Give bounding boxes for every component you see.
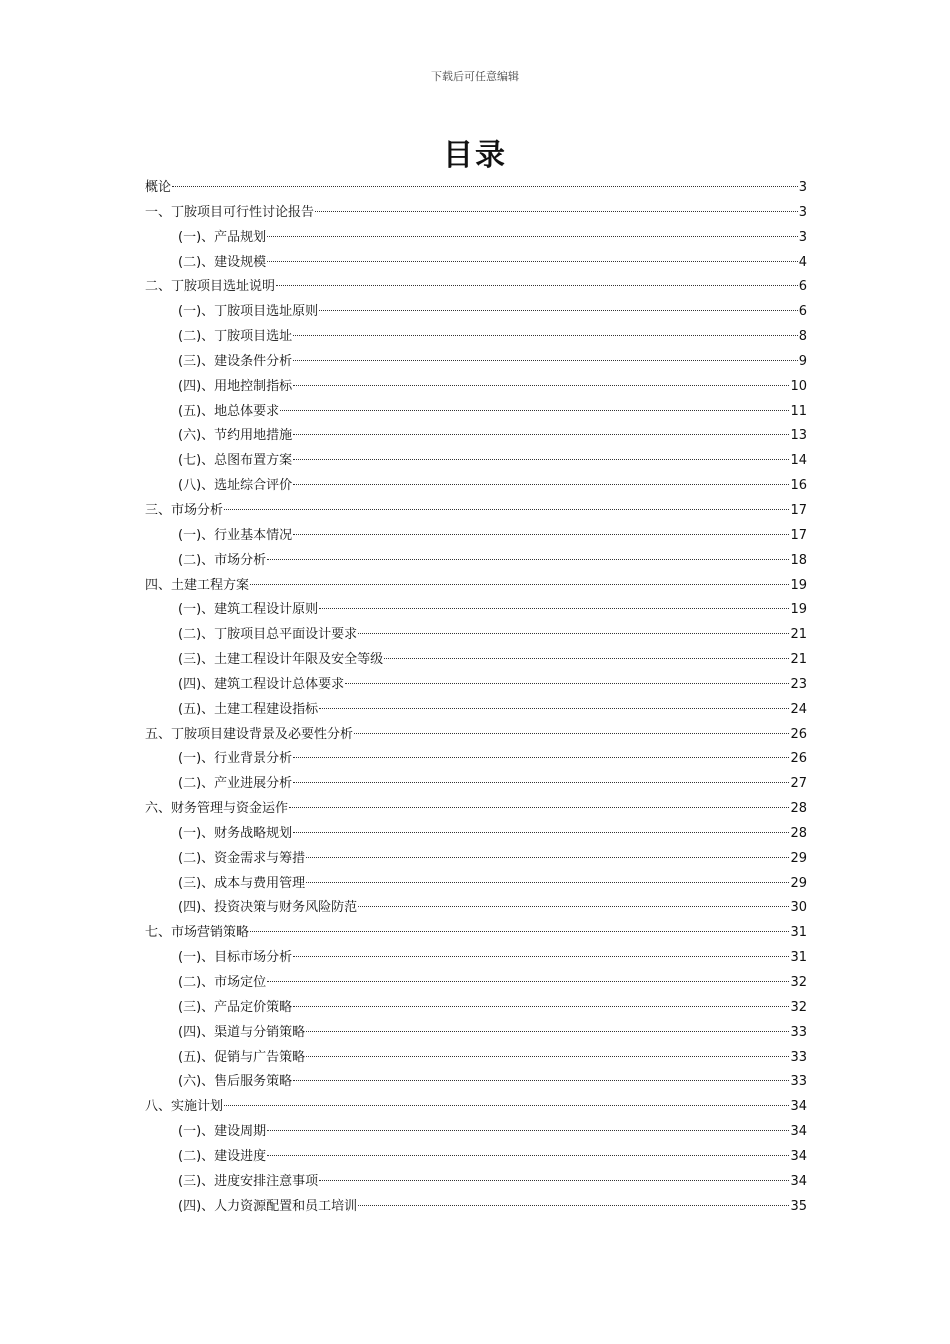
toc-entry-title: (一)、建筑工程设计原则	[178, 602, 319, 618]
toc-entry-title: (二)、市场分析	[178, 552, 267, 568]
dot-leader	[293, 534, 789, 535]
toc-entry-page: 32	[790, 999, 807, 1015]
dot-leader	[319, 1180, 789, 1181]
toc-entry[interactable]	[145, 921, 807, 946]
dot-leader	[172, 186, 798, 187]
dot-leader	[293, 1006, 789, 1007]
toc-entry-page: 29	[790, 850, 807, 866]
dot-leader	[293, 484, 789, 485]
dot-leader	[267, 559, 789, 560]
toc-entry-page: 31	[790, 925, 807, 941]
dot-leader	[276, 285, 798, 286]
dot-leader	[358, 633, 789, 634]
toc-entry-page: 14	[790, 453, 807, 469]
toc-entry[interactable]	[145, 772, 807, 797]
dot-leader	[267, 981, 789, 982]
dot-leader	[289, 807, 789, 808]
toc-entry-page: 6	[798, 304, 807, 320]
toc-entry[interactable]	[145, 499, 807, 524]
toc-entry-page: 3	[798, 180, 807, 195]
toc-entry[interactable]	[145, 896, 807, 921]
toc-entry-title: (四)、渠道与分销策略	[178, 1024, 306, 1040]
toc-entry-title: (七)、总图布置方案	[178, 453, 293, 469]
toc-entry[interactable]	[145, 226, 807, 251]
toc-entry-page: 27	[790, 776, 807, 792]
toc-entry-page: 19	[790, 577, 807, 593]
toc-entry-title: (二)、丁胺项目选址	[178, 329, 293, 345]
toc-entry-title: (五)、促销与广告策略	[178, 1049, 306, 1065]
dot-leader	[319, 310, 798, 311]
toc-entry-title: (八)、选址综合评价	[178, 478, 293, 494]
toc-entry-title: 四、土建工程方案	[145, 577, 250, 593]
toc-entry-title: (一)、行业基本情况	[178, 527, 293, 543]
dot-leader	[293, 1080, 789, 1081]
toc-entry-title: (三)、产品定价策略	[178, 999, 293, 1015]
toc-entry[interactable]	[145, 996, 807, 1021]
toc-entry[interactable]	[145, 424, 807, 449]
toc-entry[interactable]	[145, 300, 807, 325]
toc-entry[interactable]	[145, 574, 807, 599]
toc-entry[interactable]	[145, 474, 807, 499]
toc-entry-title: (二)、建设规模	[178, 254, 267, 270]
toc-entry-title: 六、财务管理与资金运作	[145, 801, 289, 817]
toc-entry[interactable]	[145, 698, 807, 723]
toc-entry[interactable]	[145, 1046, 807, 1071]
toc-entry-page: 8	[798, 329, 807, 345]
toc-entry[interactable]	[145, 251, 807, 276]
dot-leader	[280, 410, 789, 411]
toc-entry-title: (一)、财务战略规划	[178, 825, 293, 841]
toc-entry-page: 24	[790, 701, 807, 717]
toc-entry-page: 34	[790, 1148, 807, 1164]
toc-entry[interactable]	[145, 847, 807, 872]
toc-entry[interactable]	[145, 375, 807, 400]
dot-leader	[358, 906, 789, 907]
toc-entry[interactable]	[145, 1021, 807, 1046]
toc-entry-page: 33	[790, 1049, 807, 1065]
toc-entry-title: (一)、行业背景分析	[178, 751, 293, 767]
toc-entry-title: 七、市场营销策略	[145, 925, 250, 941]
toc-entry-page: 18	[790, 552, 807, 568]
dot-leader	[358, 1205, 789, 1206]
toc-entry-page: 30	[790, 900, 807, 916]
toc-entry-page: 33	[790, 1024, 807, 1040]
page-title: 目录	[443, 138, 507, 173]
toc-entry-page: 3	[798, 229, 807, 245]
toc-entry[interactable]	[145, 822, 807, 847]
toc-entry[interactable]	[145, 524, 807, 549]
table-of-contents	[145, 176, 807, 1219]
toc-entry-title: (三)、土建工程设计年限及安全等级	[178, 652, 384, 668]
toc-entry-title: (一)、建设周期	[178, 1124, 267, 1140]
toc-entry[interactable]	[145, 176, 807, 201]
dot-leader	[345, 683, 789, 684]
toc-entry-page: 3	[798, 204, 807, 220]
page-header: 下载后可任意编辑	[431, 70, 519, 83]
toc-entry[interactable]	[145, 400, 807, 425]
toc-entry-title: (六)、节约用地措施	[178, 428, 293, 444]
toc-entry-page: 21	[790, 652, 807, 668]
toc-entry-title: (四)、人力资源配置和员工培训	[178, 1198, 358, 1214]
toc-entry-title: (二)、产业进展分析	[178, 776, 293, 792]
toc-entry-title: 二、丁胺项目选址说明	[145, 279, 276, 295]
dot-leader	[315, 211, 798, 212]
toc-entry-page: 34	[790, 1124, 807, 1140]
dot-leader	[319, 608, 789, 609]
toc-entry-page: 10	[790, 378, 807, 394]
toc-entry-title: (五)、土建工程建设指标	[178, 701, 319, 717]
toc-entry-title: (三)、成本与费用管理	[178, 875, 306, 891]
toc-entry-page: 4	[798, 254, 807, 270]
toc-entry-title: (二)、丁胺项目总平面设计要求	[178, 627, 358, 643]
dot-leader	[293, 335, 798, 336]
toc-entry-title: 八、实施计划	[145, 1099, 224, 1115]
toc-entry-page: 9	[798, 353, 807, 369]
toc-entry[interactable]	[145, 648, 807, 673]
toc-entry-title: (四)、建筑工程设计总体要求	[178, 676, 345, 692]
toc-entry[interactable]	[145, 971, 807, 996]
toc-entry[interactable]	[145, 797, 807, 822]
dot-leader	[293, 956, 789, 957]
toc-entry-page: 26	[790, 726, 807, 742]
toc-entry[interactable]	[145, 275, 807, 300]
toc-entry[interactable]	[145, 673, 807, 698]
toc-entry-page: 29	[790, 875, 807, 891]
dot-leader	[250, 931, 789, 932]
toc-entry-page: 35	[790, 1198, 807, 1214]
toc-entry-page: 17	[790, 527, 807, 543]
dot-leader	[306, 1031, 789, 1032]
toc-entry-page: 34	[790, 1099, 807, 1115]
toc-entry-page: 33	[790, 1074, 807, 1090]
dot-leader	[267, 261, 798, 262]
toc-entry[interactable]	[145, 598, 807, 623]
toc-entry-page: 31	[790, 950, 807, 966]
toc-entry-title: (一)、产品规划	[178, 229, 267, 245]
dot-leader	[306, 1056, 789, 1057]
toc-entry-page: 16	[790, 478, 807, 494]
toc-entry-page: 26	[790, 751, 807, 767]
toc-entry-title: 三、市场分析	[145, 502, 224, 518]
dot-leader	[306, 857, 789, 858]
toc-entry-title: (五)、地总体要求	[178, 403, 280, 419]
toc-entry-page: 28	[790, 825, 807, 841]
toc-entry-title: (四)、用地控制指标	[178, 378, 293, 394]
toc-entry[interactable]	[145, 1195, 807, 1220]
toc-entry-title: (一)、丁胺项目选址原则	[178, 304, 319, 320]
toc-entry[interactable]	[145, 1170, 807, 1195]
toc-entry[interactable]	[145, 747, 807, 772]
toc-entry-page: 11	[790, 403, 807, 419]
toc-entry-title: (三)、建设条件分析	[178, 353, 293, 369]
dot-leader	[250, 584, 789, 585]
dot-leader	[293, 434, 789, 435]
dot-leader	[293, 360, 798, 361]
dot-leader	[267, 1155, 789, 1156]
toc-entry-page: 21	[790, 627, 807, 643]
dot-leader	[293, 757, 789, 758]
dot-leader	[224, 1105, 789, 1106]
toc-entry-title: (四)、投资决策与财务风险防范	[178, 900, 358, 916]
toc-entry-page: 28	[790, 801, 807, 817]
toc-entry[interactable]	[145, 549, 807, 574]
toc-entry-title: (三)、进度安排注意事项	[178, 1173, 319, 1189]
toc-entry-page: 17	[790, 502, 807, 518]
dot-leader	[267, 236, 798, 237]
dot-leader	[293, 782, 789, 783]
dot-leader	[354, 733, 789, 734]
toc-entry[interactable]	[145, 723, 807, 748]
dot-leader	[267, 1130, 789, 1131]
dot-leader	[384, 658, 789, 659]
dot-leader	[293, 459, 789, 460]
toc-entry[interactable]	[145, 1120, 807, 1145]
toc-entry-page: 13	[790, 428, 807, 444]
dot-leader	[293, 385, 789, 386]
toc-entry-title: (二)、市场定位	[178, 975, 267, 990]
toc-entry-page: 34	[790, 1173, 807, 1189]
dot-leader	[306, 882, 789, 883]
toc-entry-title: (一)、目标市场分析	[178, 950, 293, 966]
toc-entry[interactable]	[145, 350, 807, 375]
toc-entry-title: 概论	[145, 180, 172, 195]
toc-entry-title: (六)、售后服务策略	[178, 1074, 293, 1090]
toc-entry-page: 6	[798, 279, 807, 295]
toc-entry[interactable]	[145, 1070, 807, 1095]
toc-entry[interactable]	[145, 449, 807, 474]
toc-entry-title: (二)、建设进度	[178, 1148, 267, 1164]
dot-leader	[224, 509, 789, 510]
toc-entry[interactable]	[145, 325, 807, 350]
toc-entry[interactable]	[145, 946, 807, 971]
toc-entry-page: 19	[790, 602, 807, 618]
toc-entry[interactable]	[145, 623, 807, 648]
dot-leader	[319, 708, 789, 709]
toc-entry[interactable]	[145, 1095, 807, 1120]
dot-leader	[293, 832, 789, 833]
toc-entry[interactable]	[145, 201, 807, 226]
toc-entry[interactable]	[145, 1145, 807, 1170]
toc-entry-page: 23	[790, 676, 807, 692]
toc-entry-page: 32	[790, 975, 807, 990]
toc-entry-title: 一、丁胺项目可行性讨论报告	[145, 204, 315, 220]
toc-entry-title: 五、丁胺项目建设背景及必要性分析	[145, 726, 354, 742]
toc-entry-title: (二)、资金需求与筹措	[178, 850, 306, 866]
toc-entry[interactable]	[145, 872, 807, 897]
